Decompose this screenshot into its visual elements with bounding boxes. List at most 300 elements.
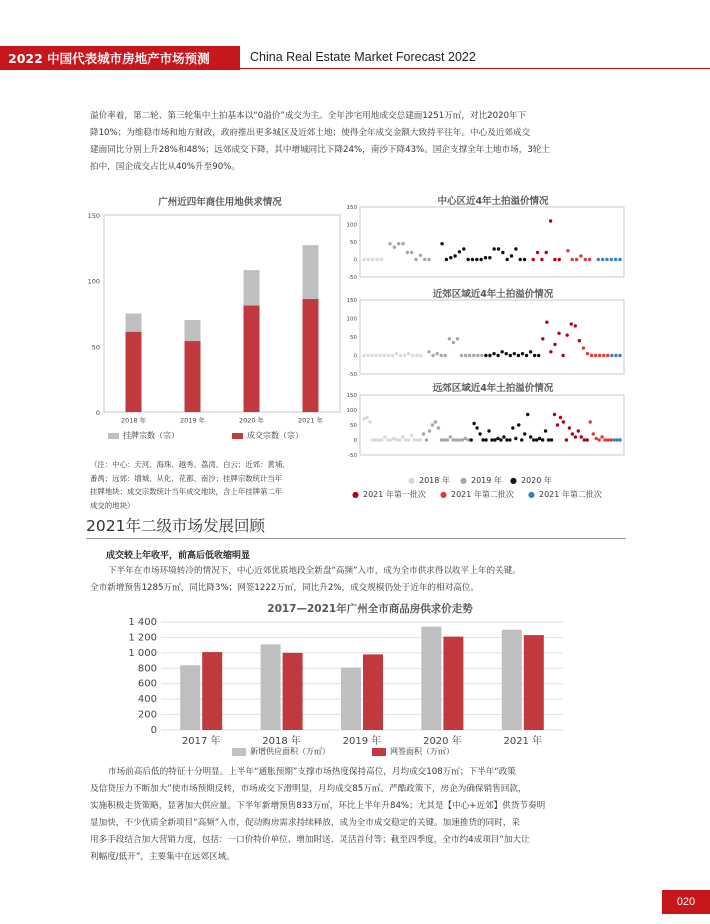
x-tick-label: 2020 年 bbox=[238, 416, 265, 425]
x-tick-label: 2018 年 bbox=[120, 416, 147, 425]
bar bbox=[443, 637, 463, 730]
data-point bbox=[583, 438, 586, 441]
data-point bbox=[609, 438, 612, 441]
legend-dot: ● bbox=[408, 476, 415, 485]
data-point bbox=[574, 324, 577, 327]
y-tick-label: 100 bbox=[87, 277, 100, 286]
data-point bbox=[391, 354, 394, 357]
data-point bbox=[379, 354, 382, 357]
data-point bbox=[618, 258, 621, 261]
data-point bbox=[469, 438, 472, 441]
data-point bbox=[553, 343, 556, 346]
data-point bbox=[478, 432, 481, 435]
data-point bbox=[558, 258, 561, 261]
para-line: 全市新增预售1285万㎡，同比降3%；网签1222万㎡，同比升2%，成交规模仍处于近年的相对高位。 bbox=[90, 583, 479, 593]
data-point bbox=[490, 438, 493, 441]
data-point bbox=[464, 354, 467, 357]
legend-dot: ● bbox=[528, 490, 535, 499]
data-point bbox=[610, 354, 613, 357]
data-point bbox=[513, 352, 516, 355]
data-point bbox=[618, 354, 621, 357]
data-point bbox=[414, 258, 417, 261]
data-point bbox=[468, 354, 471, 357]
data-point bbox=[594, 354, 597, 357]
data-point bbox=[407, 352, 410, 355]
legend-label: 成交宗数（宗） bbox=[247, 431, 303, 440]
chart-title: 广州近四年商住用地供求情况 bbox=[158, 197, 282, 208]
section-rule bbox=[86, 538, 626, 539]
data-point bbox=[566, 249, 569, 252]
y-tick-label: 150 bbox=[346, 393, 357, 399]
data-point bbox=[427, 258, 430, 261]
legend-swatch bbox=[232, 748, 246, 756]
data-point bbox=[370, 354, 373, 357]
data-point bbox=[511, 426, 514, 429]
data-point bbox=[523, 432, 526, 435]
data-point bbox=[497, 247, 500, 250]
y-tick-label: 0 bbox=[353, 353, 357, 360]
data-point bbox=[413, 438, 416, 441]
data-point bbox=[514, 247, 517, 250]
data-point bbox=[586, 352, 589, 355]
data-point bbox=[550, 438, 553, 441]
data-point bbox=[614, 258, 617, 261]
far-suburb-premium-chart-svg bbox=[340, 389, 628, 459]
data-point bbox=[475, 426, 478, 429]
chart-title: 近郊区域近4年土拍溢价情况 bbox=[432, 289, 554, 300]
intro-paragraph bbox=[90, 108, 630, 176]
y-tick-label: 0 bbox=[353, 257, 357, 264]
data-point bbox=[427, 350, 430, 353]
y-tick-label: 400 bbox=[137, 694, 157, 706]
data-point bbox=[592, 432, 595, 435]
y-tick-label: 50 bbox=[91, 343, 100, 352]
data-point bbox=[425, 438, 428, 441]
bar bbox=[261, 644, 281, 730]
data-point bbox=[371, 438, 374, 441]
data-point bbox=[365, 416, 368, 419]
data-point bbox=[456, 337, 459, 340]
data-point bbox=[529, 435, 532, 438]
y-tick-label: 0 bbox=[150, 725, 157, 736]
data-point bbox=[614, 354, 617, 357]
data-point bbox=[509, 354, 512, 357]
market-paragraph bbox=[90, 563, 630, 597]
data-point bbox=[419, 354, 422, 357]
data-point bbox=[579, 254, 582, 257]
data-point bbox=[404, 438, 407, 441]
para-line: 用多手段结合加大营销力度，包括：一口价特价单位、增加附送、灵活首付等；截至四季度，全市约4成项目“加大让 bbox=[90, 835, 530, 845]
data-point bbox=[416, 438, 419, 441]
data-point bbox=[545, 321, 548, 324]
legend-item bbox=[510, 475, 552, 486]
data-point bbox=[460, 354, 463, 357]
y-tick-label: -50 bbox=[348, 275, 357, 281]
data-point bbox=[387, 354, 390, 357]
data-point bbox=[395, 352, 398, 355]
data-point bbox=[597, 258, 600, 261]
data-point bbox=[565, 438, 568, 441]
data-point bbox=[419, 254, 422, 257]
data-point bbox=[399, 354, 402, 357]
data-point bbox=[606, 354, 609, 357]
y-tick-label: 1 200 bbox=[128, 632, 157, 644]
data-point bbox=[541, 438, 544, 441]
near-suburb-premium-chart-svg bbox=[340, 294, 628, 380]
data-point bbox=[521, 352, 524, 355]
legend-item bbox=[440, 489, 514, 500]
data-point bbox=[428, 429, 431, 432]
data-point bbox=[464, 437, 467, 440]
data-point bbox=[602, 354, 605, 357]
bar bbox=[126, 332, 142, 412]
data-point bbox=[419, 438, 422, 441]
data-point bbox=[371, 258, 374, 261]
y-tick-label: 50 bbox=[350, 240, 357, 246]
land-supply-chart-svg bbox=[80, 205, 345, 430]
data-point bbox=[434, 420, 437, 423]
data-point bbox=[435, 352, 438, 355]
plot-frame bbox=[360, 395, 624, 455]
data-point bbox=[395, 438, 398, 441]
data-point bbox=[594, 437, 597, 440]
chart-title: 远郊区域近4年土拍溢价情况 bbox=[432, 383, 554, 394]
data-point bbox=[476, 354, 479, 357]
legend-item bbox=[352, 489, 426, 500]
data-point bbox=[484, 438, 487, 441]
data-point bbox=[559, 416, 562, 419]
data-point bbox=[590, 354, 593, 357]
data-point bbox=[444, 354, 447, 357]
legend-swatch bbox=[232, 433, 243, 439]
x-tick-label: 2021 年 bbox=[297, 416, 324, 425]
data-point bbox=[501, 251, 504, 254]
para-line: 市场前高后低的特征十分明显。上半年“通胀预期”支撑市场热度保持高位，月均成交108万㎡；下半年“政策 bbox=[108, 767, 516, 777]
header-title-cn: 2022 中国代表城市房地产市场预测 bbox=[8, 51, 210, 66]
data-point bbox=[487, 429, 490, 432]
data-point bbox=[362, 417, 365, 420]
data-point bbox=[437, 426, 440, 429]
y-tick-label: 150 bbox=[87, 212, 100, 220]
data-point bbox=[561, 354, 564, 357]
data-point bbox=[508, 438, 511, 441]
data-point bbox=[553, 413, 556, 416]
para-line: 利幅度/低开”，主要集中在远郊区域。 bbox=[90, 852, 235, 862]
legend-label: 网签面积（万㎡） bbox=[390, 747, 454, 756]
data-point bbox=[392, 437, 395, 440]
data-point bbox=[368, 420, 371, 423]
bar bbox=[202, 652, 222, 730]
legend-item bbox=[408, 475, 450, 486]
data-point bbox=[505, 258, 508, 261]
data-point bbox=[556, 423, 559, 426]
x-tick-label: 2019 年 bbox=[179, 416, 206, 425]
section-title: 2021年二级市场发展回顾 bbox=[86, 517, 265, 535]
subheading: 成交较上年收平，前高后低收缩明显 bbox=[106, 551, 251, 561]
data-point bbox=[500, 350, 503, 353]
legend-swatch bbox=[108, 433, 119, 439]
data-point bbox=[536, 251, 539, 254]
data-point bbox=[362, 354, 365, 357]
data-point bbox=[538, 437, 541, 440]
y-tick-label: 100 bbox=[346, 316, 357, 323]
chart-title: 中心区近4年土拍溢价情况 bbox=[437, 196, 549, 207]
bar bbox=[341, 668, 361, 730]
data-point bbox=[571, 258, 574, 261]
data-point bbox=[484, 256, 487, 259]
data-point bbox=[505, 438, 508, 441]
data-point bbox=[615, 438, 618, 441]
data-point bbox=[440, 438, 443, 441]
legend-label: 挂牌宗数（宗） bbox=[123, 431, 179, 440]
note-line: （注：中心：天河、海珠、越秀、荔湾、白云；近郊：黄埔、 bbox=[90, 460, 290, 469]
y-tick-label: 100 bbox=[346, 222, 357, 229]
bar bbox=[244, 306, 260, 412]
x-tick-label: 2021 年 bbox=[503, 736, 543, 747]
data-point bbox=[377, 438, 380, 441]
data-point bbox=[397, 242, 400, 245]
legend-label: 2021 年第二批次 bbox=[538, 490, 602, 499]
header-rule bbox=[240, 68, 710, 69]
x-tick-label: 2017 年 bbox=[181, 736, 221, 747]
data-point bbox=[462, 247, 465, 250]
bar bbox=[363, 654, 383, 730]
data-point bbox=[505, 352, 508, 355]
data-point bbox=[496, 437, 499, 440]
legend-item bbox=[232, 430, 303, 441]
y-tick-label: 200 bbox=[137, 709, 157, 721]
data-point bbox=[557, 332, 560, 335]
data-point bbox=[525, 354, 528, 357]
data-point bbox=[472, 422, 475, 425]
supply-demand-chart-svg bbox=[125, 612, 575, 750]
data-point bbox=[415, 354, 418, 357]
y-tick-label: 150 bbox=[346, 205, 357, 211]
data-point bbox=[440, 242, 443, 245]
data-point bbox=[401, 242, 404, 245]
data-point bbox=[565, 333, 568, 336]
data-point bbox=[492, 247, 495, 250]
legend-label: 新增供应面积（万㎡） bbox=[250, 747, 330, 756]
data-point bbox=[481, 438, 484, 441]
chart-title: 2017—2021年广州全市商品房供求价走势 bbox=[267, 603, 473, 615]
page-header bbox=[0, 46, 710, 70]
y-tick-label: -50 bbox=[348, 453, 357, 459]
data-point bbox=[601, 258, 604, 261]
data-point bbox=[458, 250, 461, 253]
data-point bbox=[580, 435, 583, 438]
data-point bbox=[517, 354, 520, 357]
legend-item bbox=[372, 746, 454, 757]
data-point bbox=[398, 438, 401, 441]
intro-line: 溢价率着，第二轮、第三轮集中土拍基本以“0溢价”成交为主。全年涉宅用地成交总建面1251万㎡，对比2020年下 bbox=[90, 111, 527, 121]
y-tick-label: 150 bbox=[346, 298, 357, 304]
legend-item bbox=[108, 430, 179, 441]
legend-label: 2019 年 bbox=[470, 476, 502, 485]
data-point bbox=[606, 438, 609, 441]
data-point bbox=[375, 258, 378, 261]
data-point bbox=[458, 438, 461, 441]
x-tick-label: 2019 年 bbox=[342, 736, 382, 747]
y-tick-label: 50 bbox=[350, 423, 357, 429]
data-point bbox=[502, 435, 505, 438]
data-point bbox=[449, 256, 452, 259]
data-point bbox=[452, 341, 455, 344]
data-point bbox=[488, 256, 491, 259]
para-line: 及信贷压力不断加大”使市场预期反转，市场成交下滑明显，月均成交85万㎡。严酷政策下，房企为确保销售回款， bbox=[90, 784, 527, 794]
data-point bbox=[532, 438, 535, 441]
data-point bbox=[388, 242, 391, 245]
legend-label: 2021 年第一批次 bbox=[362, 490, 426, 499]
data-point bbox=[492, 352, 495, 355]
data-point bbox=[455, 438, 458, 441]
data-point bbox=[584, 258, 587, 261]
data-point bbox=[562, 420, 565, 423]
plot-frame bbox=[360, 207, 624, 277]
data-point bbox=[448, 337, 451, 340]
note-line: 成交的地块） bbox=[90, 500, 135, 510]
data-point bbox=[445, 258, 448, 261]
para-line: 实施积极走货策略，显著加大供应量。下半年新增预售833万㎡，环比上半年升84%；尤其是【中心+近郊】供货节奏明 bbox=[90, 801, 546, 811]
data-point bbox=[574, 435, 577, 438]
data-point bbox=[422, 432, 425, 435]
data-point bbox=[446, 438, 449, 441]
data-point bbox=[480, 354, 483, 357]
data-point bbox=[575, 258, 578, 261]
data-point bbox=[541, 337, 544, 340]
data-point bbox=[553, 258, 556, 261]
y-tick-label: 100 bbox=[346, 408, 357, 414]
data-point bbox=[499, 438, 502, 441]
trend-paragraph bbox=[90, 764, 630, 866]
data-point bbox=[529, 350, 532, 353]
bar bbox=[502, 630, 522, 730]
data-point bbox=[571, 432, 574, 435]
data-point bbox=[544, 429, 547, 432]
data-point bbox=[568, 426, 571, 429]
data-point bbox=[380, 438, 383, 441]
y-tick-label: 1 000 bbox=[128, 647, 157, 659]
data-point bbox=[431, 423, 434, 426]
data-point bbox=[610, 258, 613, 261]
data-point bbox=[383, 435, 386, 438]
data-point bbox=[362, 258, 365, 261]
data-point bbox=[533, 354, 536, 357]
data-point bbox=[366, 354, 369, 357]
data-point bbox=[423, 258, 426, 261]
data-point bbox=[532, 258, 535, 261]
data-point bbox=[514, 437, 517, 440]
bar bbox=[185, 341, 201, 412]
data-point bbox=[453, 254, 456, 257]
bar bbox=[524, 635, 544, 730]
data-point bbox=[401, 435, 404, 438]
data-point bbox=[517, 423, 520, 426]
data-point bbox=[403, 354, 406, 357]
data-point bbox=[510, 254, 513, 257]
data-point bbox=[496, 354, 499, 357]
bar bbox=[180, 665, 200, 730]
y-tick-label: 1 400 bbox=[128, 617, 157, 628]
central-premium-chart-svg bbox=[340, 201, 628, 283]
data-point bbox=[549, 219, 552, 222]
data-point bbox=[410, 434, 413, 437]
data-point bbox=[443, 438, 446, 441]
note-line: 挂牌地块；成交宗数统计当年成交地块，含上年挂牌第二年 bbox=[90, 487, 283, 496]
intro-line: 降10%；为维稳市场和地方财政，政府推出更多城区及近郊土地；使得全年成交金额大致持平往年。中心及近郊成交 bbox=[90, 128, 531, 138]
bar bbox=[421, 627, 441, 730]
data-point bbox=[479, 258, 482, 261]
data-point bbox=[471, 258, 474, 261]
data-point bbox=[618, 438, 621, 441]
intro-line: 拍中，国企成交占比从40%升至90%。 bbox=[90, 162, 240, 172]
legend-item bbox=[232, 746, 330, 757]
data-point bbox=[597, 438, 600, 441]
data-point bbox=[374, 354, 377, 357]
data-point bbox=[577, 429, 580, 432]
data-point bbox=[578, 339, 581, 342]
data-point bbox=[393, 246, 396, 249]
para-line: 显加快，不少优质全新项目“高频”入市，促动购房需求持续释放，成为全市成交稳定的关键。加速推货的同时，采 bbox=[90, 818, 521, 828]
data-point bbox=[535, 438, 538, 441]
data-point bbox=[386, 438, 389, 441]
data-point bbox=[407, 438, 410, 441]
data-point bbox=[475, 258, 478, 261]
data-point bbox=[545, 251, 548, 254]
bar bbox=[303, 299, 319, 412]
data-point bbox=[452, 438, 455, 441]
para-line: 下半年在市场环境转冷的情况下，中心近郊优质地段全新盘“高频”入市，成为全市供求得以收平上年的关键。 bbox=[108, 566, 521, 576]
data-point bbox=[603, 438, 606, 441]
bar bbox=[283, 653, 303, 730]
data-point bbox=[440, 354, 443, 357]
legend-label: 2021 年第二批次 bbox=[450, 490, 514, 499]
data-point bbox=[389, 438, 392, 441]
data-point bbox=[600, 435, 603, 438]
data-point bbox=[570, 322, 573, 325]
data-point bbox=[605, 258, 608, 261]
data-point bbox=[547, 438, 550, 441]
plot-frame bbox=[360, 300, 624, 374]
data-point bbox=[406, 251, 409, 254]
x-tick-label: 2018 年 bbox=[262, 736, 301, 747]
legend-label: 2020 年 bbox=[520, 476, 552, 485]
intro-line: 建面同比分别上升28%和48%；远郊成交下降，其中增城同比下降24%，南沙下降43%。国企支撑全年土地市场，3轮土 bbox=[90, 145, 550, 155]
data-point bbox=[586, 438, 589, 441]
legend-item bbox=[460, 475, 502, 486]
data-point bbox=[411, 354, 414, 357]
data-point bbox=[431, 354, 434, 357]
data-point bbox=[582, 346, 585, 349]
data-point bbox=[549, 350, 552, 353]
y-tick-label: 600 bbox=[137, 678, 157, 690]
data-point bbox=[488, 354, 491, 357]
data-point bbox=[589, 420, 592, 423]
y-tick-label: 0 bbox=[353, 438, 357, 444]
page-number: 020 bbox=[662, 890, 710, 914]
data-point bbox=[461, 438, 464, 441]
data-point bbox=[484, 354, 487, 357]
data-point bbox=[520, 438, 523, 441]
data-point bbox=[380, 258, 383, 261]
legend-dot: ● bbox=[440, 490, 447, 499]
data-point bbox=[540, 258, 543, 261]
data-point bbox=[588, 258, 591, 261]
chart-note bbox=[90, 458, 342, 512]
header-title-en: China Real Estate Market Forecast 2022 bbox=[250, 50, 476, 64]
legend-dot: ● bbox=[460, 476, 467, 485]
legend-swatch bbox=[372, 748, 386, 756]
